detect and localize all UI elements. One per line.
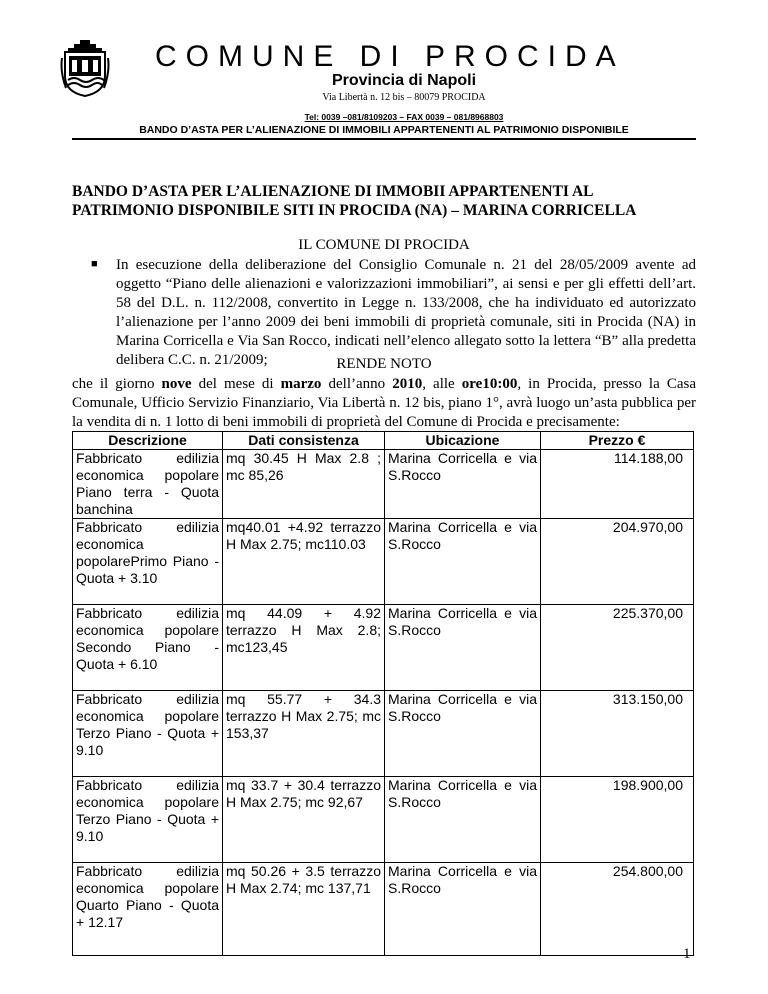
notice-year: 2010 <box>392 376 423 392</box>
cell-prezzo: 225.370,00 <box>541 605 694 691</box>
cell-dati: mq40.01 +4.92 terrazzo H Max 2.75; mc110.03 <box>223 519 385 605</box>
page-number: 1 <box>683 946 691 962</box>
notice-text: , alle <box>422 376 462 392</box>
cell-ubicazione: Marina Corricella e via S.Rocco <box>385 777 541 863</box>
header-prezzo: Prezzo € <box>541 432 694 450</box>
table-row <box>73 605 694 691</box>
cell-dati: mq 44.09 + 4.92 terrazzo H Max 2.8; mc123,45 <box>223 605 385 691</box>
table-row <box>73 863 694 956</box>
rende-noto-heading: RENDE NOTO <box>336 356 432 372</box>
cell-ubicazione: Marina Corricella e via S.Rocco <box>385 450 541 519</box>
cell-descrizione: Fabbricato edilizia economica popolare Piano terra - Quota banchina <box>73 450 223 519</box>
document-title <box>72 182 696 220</box>
document-title-line: PATRIMONIO DISPONIBILE SITI IN PROCIDA (NA) – MARINA CORRICELLA <box>72 202 637 219</box>
cell-prezzo: 254.800,00 <box>541 863 694 956</box>
header-dati-consistenza: Dati consistenza <box>223 432 385 450</box>
notice-month: marzo <box>280 376 322 392</box>
lots-table <box>72 431 694 956</box>
municipality-title: COMUNE DI PROCIDA <box>155 40 625 73</box>
cell-prezzo: 204.970,00 <box>541 519 694 605</box>
notice-day: nove <box>161 376 192 392</box>
table-row <box>73 519 694 605</box>
province-name: Provincia di Napoli <box>331 72 477 89</box>
auction-notice-paragraph <box>72 375 696 432</box>
notice-text: che il giorno <box>72 376 162 392</box>
cell-dati: mq 30.45 H Max 2.8 ; mc 85,26 <box>223 450 385 519</box>
cell-dati: mq 50.26 + 3.5 terrazzo H Max 2.74; mc 137,71 <box>223 863 385 956</box>
notice-text: , in Procida, presso la Casa Comunale, Ufficio Servizio Finanziario, Via Libertà n. 12 bis, piano 1°, avrà luogo un’asta pubblica per la vendita di n. 1 lotto di beni immobili di proprietà del Comune di Procida e precisamente: <box>72 376 696 430</box>
premise-paragraph: In esecuzione della deliberazione del Consiglio Comunale n. 21 del 28/05/2009 avente ad oggetto “Piano delle alienazioni e valorizzazioni immobiliari”, ai sensi e per gli effetti dell’art. 58 del D.L. n. 112/2008, convertito in Legge n. 133/2008, che ha individuato ed autorizzato l’alienazione per l’anno 2009 dei beni immobili di proprietà comunale, siti in Procida (NA) in Marina Corricella e Via San Rocco, indicati nell’elenco allegato sotto la lettera “B” alla predetta delibera C.C. n. 21/2009; <box>116 257 696 368</box>
document-title-line: BANDO D’ASTA PER L’ALIENAZIONE DI IMMOBII APPARTENENTI AL <box>72 183 594 200</box>
header-descrizione: Descrizione <box>73 432 223 450</box>
cell-dati: mq 55.77 + 34.3 terrazzo H Max 2.75; mc 153,37 <box>223 691 385 777</box>
cell-dati: mq 33.7 + 30.4 terrazzo H Max 2.75; mc 92,67 <box>223 777 385 863</box>
address-line: Via Libertà n. 12 bis – 80079 PROCIDA <box>322 92 486 103</box>
cell-descrizione: Fabbricato edilizia economica popolare Quarto Piano - Quota + 12.17 <box>73 863 223 956</box>
table-header-row <box>73 432 694 450</box>
il-comune-heading: IL COMUNE DI PROCIDA <box>298 237 470 253</box>
bullet-square-icon: ■ <box>91 258 98 270</box>
notice-time: ore10:00 <box>461 376 518 392</box>
table-row <box>73 777 694 863</box>
cell-ubicazione: Marina Corricella e via S.Rocco <box>385 519 541 605</box>
cell-ubicazione: Marina Corricella e via S.Rocco <box>385 605 541 691</box>
cell-prezzo: 114.188,00 <box>541 450 694 519</box>
cell-prezzo: 198.900,00 <box>541 777 694 863</box>
cell-ubicazione: Marina Corricella e via S.Rocco <box>385 691 541 777</box>
notice-text: del mese di <box>191 376 281 392</box>
table-row <box>73 450 694 519</box>
cell-descrizione: Fabbricato edilizia economica popolare Secondo Piano - Quota + 6.10 <box>73 605 223 691</box>
notice-text: dell’anno <box>321 376 393 392</box>
cell-descrizione: Fabbricato edilizia economica popolare Terzo Piano - Quota + 9.10 <box>73 777 223 863</box>
cell-ubicazione: Marina Corricella e via S.Rocco <box>385 863 541 956</box>
cell-prezzo: 313.150,00 <box>541 691 694 777</box>
contact-line: Tel: 0039 –081/8109203 – FAX 0039 – 081/8968803 <box>304 112 504 122</box>
cell-descrizione: Fabbricato edilizia economica popolarePrimo Piano - Quota + 3.10 <box>73 519 223 605</box>
cell-descrizione: Fabbricato edilizia economica popolare Terzo Piano - Quota + 9.10 <box>73 691 223 777</box>
header-subtitle: BANDO D’ASTA PER L’ALIENAZIONE DI IMMOBILI APPARTENENTI AL PATRIMONIO DISPONIBILE <box>72 124 696 140</box>
table-row <box>73 691 694 777</box>
header-ubicazione: Ubicazione <box>385 432 541 450</box>
